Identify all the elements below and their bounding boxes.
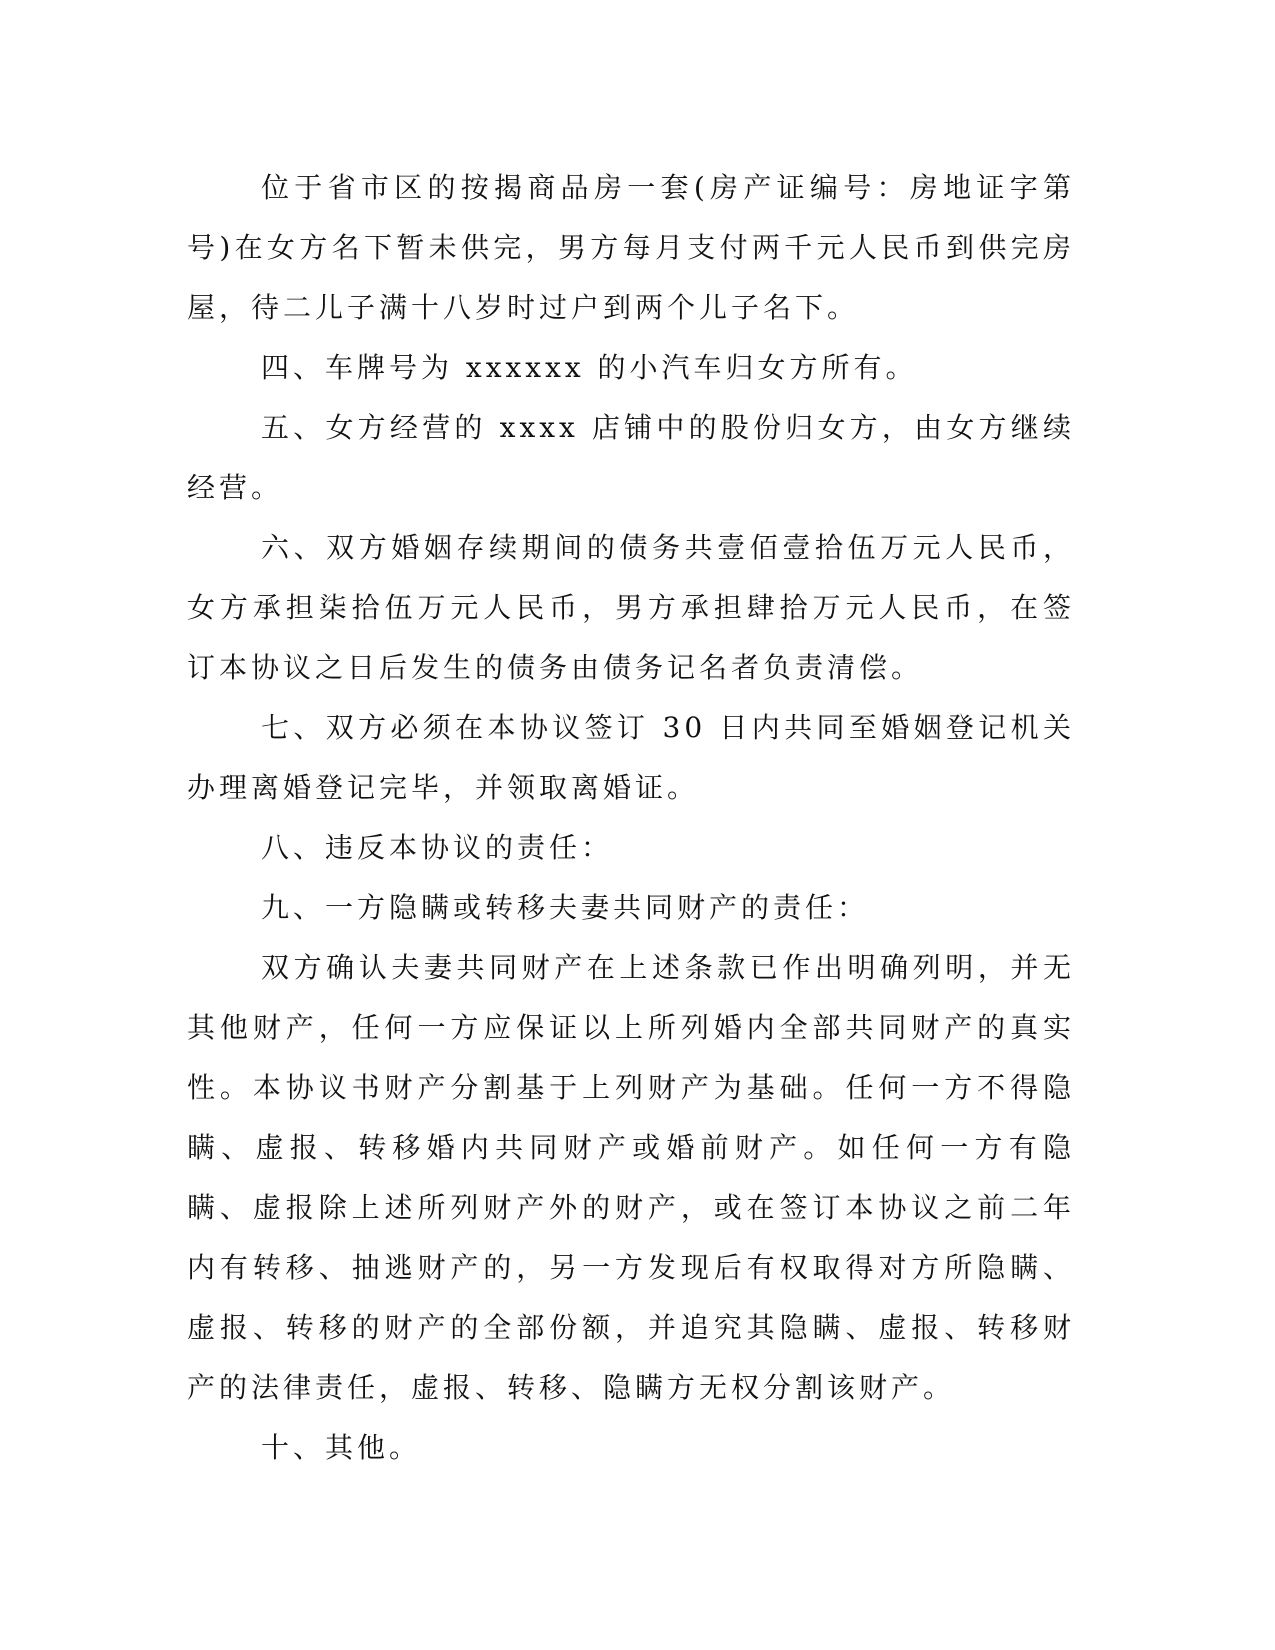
paragraph-clause-5-shop: 五、女方经营的 xxxx 店铺中的股份归女方，由女方继续经营。 [187,411,1075,504]
paragraph-clause-10-other: 十、其他。 [261,1431,422,1464]
paragraph-property-confirmation: 双方确认夫妻共同财产在上述条款已作出明确列明，并无其他财产，任何一方应保证以上所列婚内全部共同财产的真实性。本协议书财产分割基于上列财产为基础。任何一方不得隐瞒、虚报、转移婚内共同财产或婚前财产。如任何一方有隐瞒、虚报除上述所列财产外的财产，或在签订本协议之前二年内有转移、抽逃财产的，另一方发现后有权取得对方所隐瞒、虚报、转移的财产的全部份额，并追究其隐瞒、虚报、转移财产的法律责任，虚报、转移、隐瞒方无权分割该财产。 [187,951,1075,1404]
paragraph-clause-7-registration: 七、双方必须在本协议签订 30 日内共同至婚姻登记机关办理离婚登记完毕，并领取离婚证。 [187,711,1075,804]
paragraph-clause-8-liability: 八、违反本协议的责任： [261,831,614,864]
paragraph-property-house: 位于省市区的按揭商品房一套(房产证编号：房地证字第号)在女方名下暂未供完，男方每月支付两千元人民币到供完房屋，待二儿子满十八岁时过户到两个儿子名下。 [187,171,1075,324]
document-body [187,158,1075,1478]
paragraph-clause-6-debt: 六、双方婚姻存续期间的债务共壹佰壹拾伍万元人民币，女方承担柒拾伍万元人民币，男方承担肆拾万元人民币，在签订本协议之日后发生的债务由债务记名者负责清偿。 [187,531,1075,684]
paragraph-clause-9-concealment: 九、一方隐瞒或转移夫妻共同财产的责任： [261,891,870,924]
paragraph-clause-4-car: 四、车牌号为 xxxxxx 的小汽车归女方所有。 [261,351,918,384]
